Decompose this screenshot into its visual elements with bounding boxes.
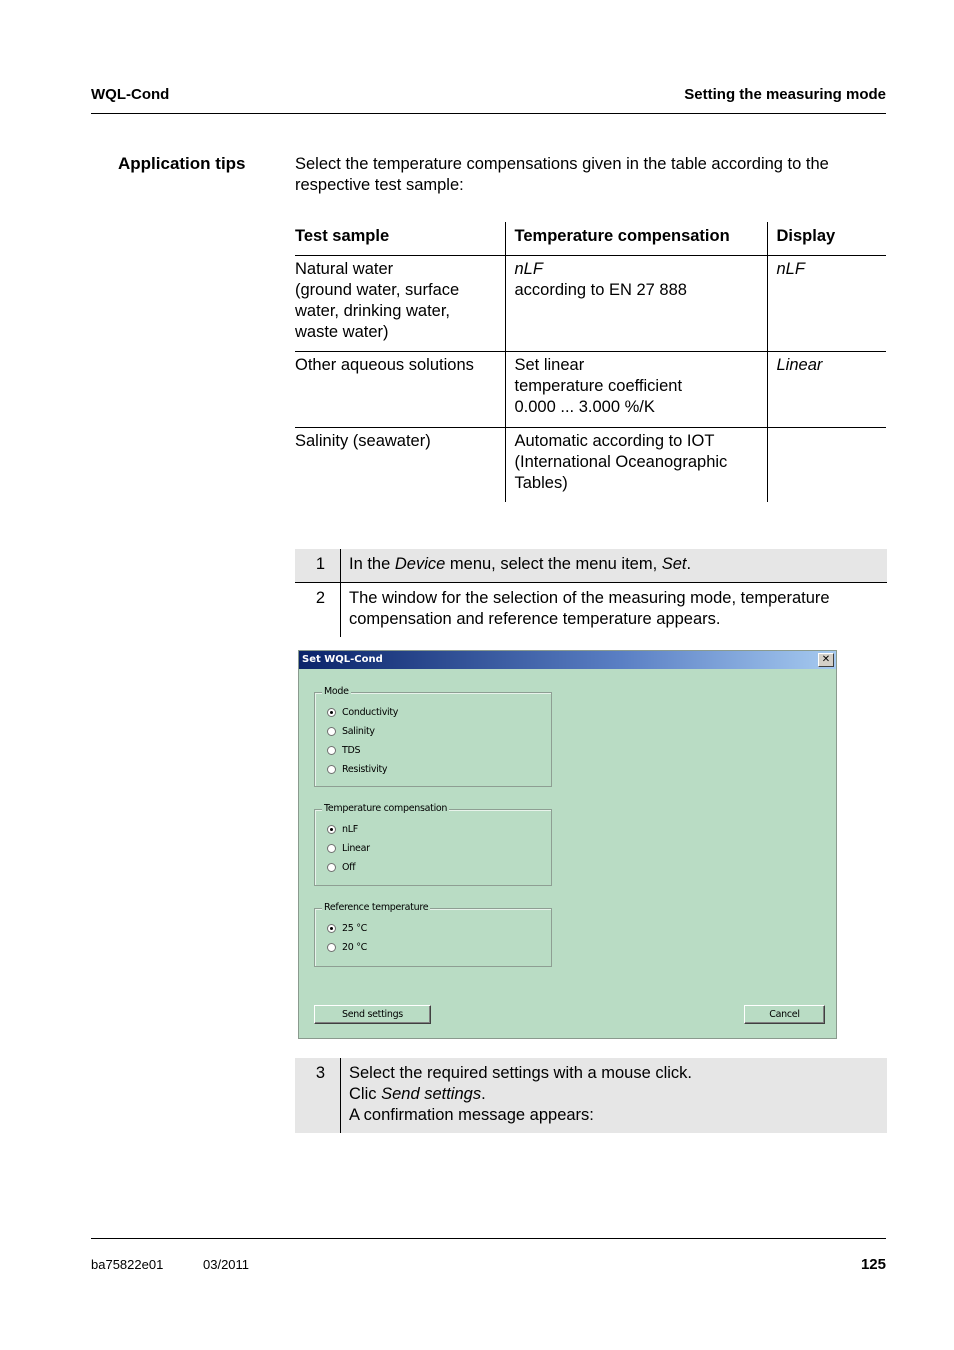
footer-date: 03/2011 <box>203 1257 250 1272</box>
step-row <box>295 583 887 637</box>
dialog-titlebar <box>299 651 836 669</box>
radio-salinity[interactable]: Salinity <box>327 724 375 738</box>
step-number: 2 <box>295 583 341 637</box>
close-icon[interactable]: ✕ <box>818 653 834 667</box>
send-settings-button[interactable]: Send settings <box>314 1005 431 1024</box>
radio-resistivity[interactable]: Resistivity <box>327 762 387 776</box>
step-number: 1 <box>295 549 341 582</box>
step-number: 3 <box>295 1058 341 1133</box>
step-text: The window for the selection of the measuring mode, temperature compensation and reference temperature appears. <box>349 589 830 628</box>
page-number: 125 <box>860 1256 886 1273</box>
steps-table <box>295 549 887 637</box>
group-legend: Temperature compensation <box>324 803 448 814</box>
step-text: Select the required settings with a mouse click. Clic Send settings. A confirmation message appears: <box>349 1064 692 1124</box>
cell-display: nLF <box>767 256 886 352</box>
footer-rule <box>91 1238 886 1239</box>
step-text: In the Device menu, select the menu item, Set. <box>349 555 692 573</box>
cancel-button[interactable]: Cancel <box>744 1005 825 1024</box>
radio-icon[interactable] <box>327 863 336 872</box>
column-header: Temperature compensation <box>505 222 767 256</box>
settings-dialog <box>298 650 837 1039</box>
table-header-row <box>295 222 886 256</box>
cell-compensation: nLF according to EN 27 888 <box>505 256 767 352</box>
radio-tds[interactable]: TDS <box>327 743 360 757</box>
step-row <box>295 549 887 583</box>
column-header: Display <box>767 222 886 256</box>
cell-sample: Natural water (ground water, surface water, drinking water, waste water) <box>295 260 460 341</box>
footer-doc-code: ba75822e01 <box>91 1257 164 1272</box>
cell-display: Linear <box>767 352 886 428</box>
radio-icon[interactable] <box>327 727 336 736</box>
radio-nlf[interactable]: nLF <box>327 822 358 836</box>
header-rule <box>91 113 886 114</box>
group-legend: Mode <box>324 686 349 697</box>
radio-off[interactable]: Off <box>327 860 355 874</box>
radio-icon[interactable] <box>327 765 336 774</box>
temp-comp-group <box>314 803 552 886</box>
cell-compensation: Set linear temperature coefficient 0.000 ... 3.000 %/K <box>505 352 767 428</box>
intro-paragraph: Select the temperature compensations given in the table according to the respective test sample: <box>295 155 829 194</box>
step-row <box>295 1058 887 1133</box>
running-header-right: Setting the measuring mode <box>684 86 886 103</box>
cell-compensation: Automatic according to IOT (International Oceanographic Tables) <box>505 428 767 503</box>
radio-selected-icon[interactable] <box>327 825 336 834</box>
compensation-table <box>295 222 886 502</box>
radio-linear[interactable]: Linear <box>327 841 370 855</box>
radio-selected-icon[interactable] <box>327 924 336 933</box>
table-row <box>295 428 886 503</box>
ref-temp-group <box>314 902 552 967</box>
radio-selected-icon[interactable] <box>327 708 336 717</box>
dialog-title: Set WQL-Cond <box>302 654 383 665</box>
radio-icon[interactable] <box>327 746 336 755</box>
radio-20c[interactable]: 20 °C <box>327 940 367 954</box>
radio-conductivity[interactable]: Conductivity <box>327 705 398 719</box>
table-row <box>295 352 886 428</box>
mode-group <box>314 686 552 787</box>
radio-icon[interactable] <box>327 943 336 952</box>
section-title: Application tips <box>118 154 246 173</box>
radio-25c[interactable]: 25 °C <box>327 921 367 935</box>
column-header: Test sample <box>295 227 390 245</box>
running-header-left: WQL-Cond <box>91 86 170 103</box>
cell-sample: Salinity (seawater) <box>295 432 431 450</box>
cell-display <box>767 428 886 503</box>
steps-table-continued <box>295 1058 887 1133</box>
table-row <box>295 256 886 352</box>
group-legend: Reference temperature <box>324 902 429 913</box>
radio-icon[interactable] <box>327 844 336 853</box>
cell-sample: Other aqueous solutions <box>295 356 474 374</box>
